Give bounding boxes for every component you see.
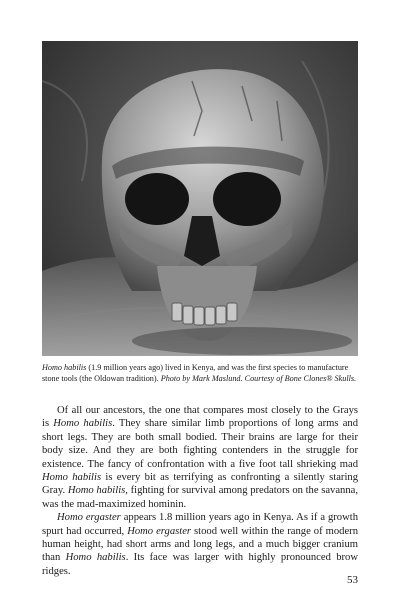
text-run: is every bit as terrifying as confronting a silently staring Gray. bbox=[42, 472, 358, 497]
italic-term: Homo habilis bbox=[67, 485, 126, 497]
text-run: . Its face was larger with highly pronounced brow ridges. bbox=[42, 552, 358, 577]
italic-term: Homo habilis bbox=[42, 472, 102, 484]
italic-term: Homo ergaster bbox=[127, 525, 192, 537]
skull-photo bbox=[42, 41, 358, 356]
text-run: appears 1.8 million years ago in Kenya. As if a growth spurt had occurred, bbox=[42, 512, 358, 537]
text-run: . They share similar limb proportions of long arms and short legs. They are both small bodied. Their brains are large for their body size. And they are both fighting contenders in the struggle for existence. The fancy of confrontation with a five foot tall shrieking mad bbox=[42, 418, 358, 470]
italic-term: Homo ergaster bbox=[57, 512, 121, 524]
caption-text: (1.9 million years ago) lived in Kenya, and was the first species to manufacture stone tools (the Oldowan tradition). bbox=[42, 363, 349, 383]
italic-term: Homo habilis bbox=[53, 418, 113, 430]
text-run: Of all our ancestors, the one that compares most closely to the Grays is bbox=[42, 405, 358, 430]
page-number: 53 bbox=[347, 574, 358, 586]
body-text bbox=[42, 404, 358, 578]
text-run: , fighting for survival among predators on the savanna, was the mad-maximized hominin. bbox=[42, 485, 358, 510]
text-run: stood well within the range of modern human height, had short arms and long legs, and a much bigger cranium than bbox=[42, 525, 358, 564]
caption-credit: Photo by Mark Maslund. Courtesy of Bone Clones® Skulls. bbox=[160, 373, 357, 383]
caption-species: Homo habilis bbox=[42, 363, 87, 372]
figure-caption bbox=[42, 363, 358, 384]
italic-term: Homo habilis bbox=[65, 552, 126, 564]
body-paragraph bbox=[42, 511, 358, 578]
body-paragraph bbox=[42, 404, 358, 511]
skull-illustration bbox=[42, 41, 358, 356]
